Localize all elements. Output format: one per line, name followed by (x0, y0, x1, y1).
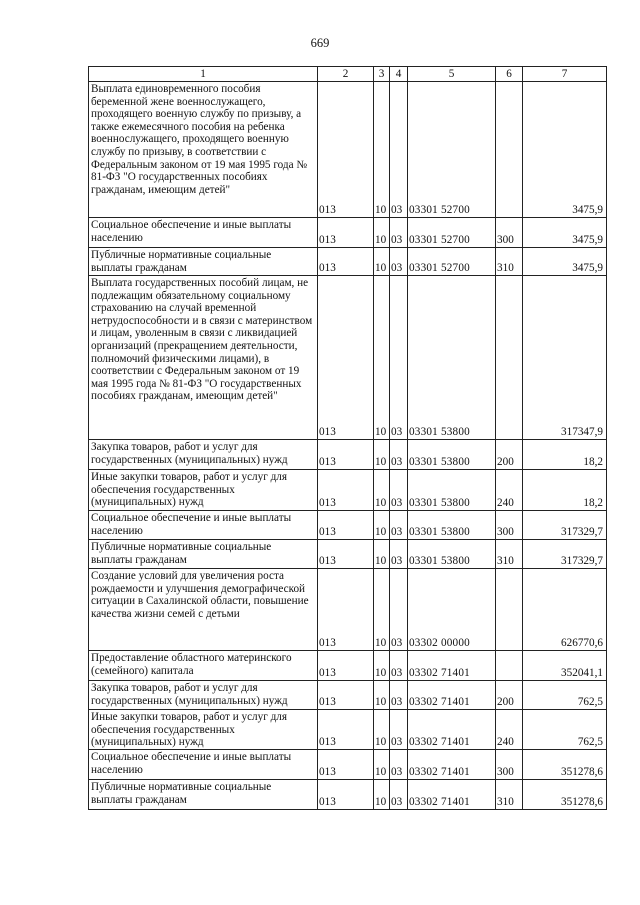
row-code-cell: 013 (318, 750, 374, 780)
row-amount-cell: 18,2 (523, 440, 607, 470)
table-row (89, 710, 607, 750)
row-target-article-cell: 03302 71401 (408, 710, 496, 750)
row-amount-cell: 762,5 (523, 710, 607, 750)
row-amount-cell: 351278,6 (523, 750, 607, 780)
row-name-cell: Социальное обеспечение и иные выплаты населению (89, 750, 318, 780)
row-expense-type-cell: 300 (496, 218, 523, 248)
row-code-cell: 013 (318, 440, 374, 470)
row-expense-type-cell (496, 82, 523, 218)
row-section-cell: 10 (374, 470, 390, 511)
column-header: 3 (374, 67, 390, 82)
table-row (89, 248, 607, 276)
row-subsection-cell: 03 (390, 651, 408, 681)
row-subsection-cell: 03 (390, 511, 408, 540)
row-name-cell: Выплата государственных пособий лицам, не подлежащим обязательному социальному страхованию на случай временной нетрудоспособности и в связи с материнством и лицам, уволенным в связи с ликвидацией организаций (прекращением деятельности, полномочий физическими лицами), в соответствии с Федеральным законом от 19 мая 1995 года № 81-ФЗ "О государственных пособиях гражданам, имеющим детей" (89, 276, 318, 440)
row-section-cell: 10 (374, 569, 390, 651)
row-name-cell: Публичные нормативные социальные выплаты гражданам (89, 540, 318, 569)
row-name-cell: Публичные нормативные социальные выплаты гражданам (89, 780, 318, 810)
table-row (89, 276, 607, 440)
column-header: 4 (390, 67, 408, 82)
row-section-cell: 10 (374, 82, 390, 218)
table-row (89, 651, 607, 681)
row-code-cell: 013 (318, 276, 374, 440)
row-amount-cell: 18,2 (523, 470, 607, 511)
row-code-cell: 013 (318, 710, 374, 750)
table-row (89, 780, 607, 810)
row-code-cell: 013 (318, 651, 374, 681)
table-row (89, 540, 607, 569)
row-section-cell: 10 (374, 681, 390, 710)
row-subsection-cell: 03 (390, 440, 408, 470)
row-name-cell: Иные закупки товаров, работ и услуг для обеспечения государственных (муниципальных) нужд (89, 470, 318, 511)
row-section-cell: 10 (374, 218, 390, 248)
row-subsection-cell: 03 (390, 540, 408, 569)
row-target-article-cell: 03301 52700 (408, 82, 496, 218)
page-number: 669 (310, 36, 330, 50)
table-body (89, 82, 607, 810)
row-name-cell: Выплата единовременного пособия беременной жене военнослужащего, проходящего военную службу по призыву, а также ежемесячного пособия на ребенка военнослужащего, проходящего военную службу по призыву, в соответствии с Федеральным законом от 19 мая 1995 года № 81-ФЗ "О государственных пособиях гражданам, имеющим детей" (89, 82, 318, 218)
row-target-article-cell: 03301 53800 (408, 540, 496, 569)
row-subsection-cell: 03 (390, 780, 408, 810)
budget-table (88, 66, 607, 810)
row-expense-type-cell: 300 (496, 750, 523, 780)
row-expense-type-cell: 300 (496, 511, 523, 540)
row-name-cell: Иные закупки товаров, работ и услуг для обеспечения государственных (муниципальных) нужд (89, 710, 318, 750)
table-row (89, 750, 607, 780)
row-target-article-cell: 03302 71401 (408, 780, 496, 810)
row-subsection-cell: 03 (390, 710, 408, 750)
row-expense-type-cell: 200 (496, 681, 523, 710)
table-row (89, 218, 607, 248)
row-amount-cell: 317347,9 (523, 276, 607, 440)
row-code-cell: 013 (318, 681, 374, 710)
row-subsection-cell: 03 (390, 276, 408, 440)
row-expense-type-cell (496, 651, 523, 681)
row-amount-cell: 3475,9 (523, 218, 607, 248)
row-code-cell: 013 (318, 218, 374, 248)
row-amount-cell: 352041,1 (523, 651, 607, 681)
row-expense-type-cell: 310 (496, 540, 523, 569)
row-subsection-cell: 03 (390, 681, 408, 710)
row-code-cell: 013 (318, 248, 374, 276)
row-amount-cell: 317329,7 (523, 540, 607, 569)
row-name-cell: Создание условий для увеличения роста рождаемости и улучшения демографической ситуации в Сахалинской области, повышение качества жизни семей с детьми (89, 569, 318, 651)
header-row (89, 67, 607, 82)
column-header: 7 (523, 67, 607, 82)
row-target-article-cell: 03301 53800 (408, 511, 496, 540)
table-row (89, 569, 607, 651)
row-expense-type-cell: 240 (496, 470, 523, 511)
row-subsection-cell: 03 (390, 569, 408, 651)
row-subsection-cell: 03 (390, 470, 408, 511)
row-code-cell: 013 (318, 470, 374, 511)
row-section-cell: 10 (374, 710, 390, 750)
row-amount-cell: 351278,6 (523, 780, 607, 810)
row-subsection-cell: 03 (390, 82, 408, 218)
row-name-cell: Закупка товаров, работ и услуг для государственных (муниципальных) нужд (89, 681, 318, 710)
row-name-cell: Предоставление областного материнского (семейного) капитала (89, 651, 318, 681)
row-target-article-cell: 03301 53800 (408, 470, 496, 511)
row-name-cell: Социальное обеспечение и иные выплаты населению (89, 511, 318, 540)
row-target-article-cell: 03301 52700 (408, 248, 496, 276)
row-name-cell: Публичные нормативные социальные выплаты гражданам (89, 248, 318, 276)
row-code-cell: 013 (318, 511, 374, 540)
row-subsection-cell: 03 (390, 218, 408, 248)
row-section-cell: 10 (374, 540, 390, 569)
row-name-cell: Социальное обеспечение и иные выплаты населению (89, 218, 318, 248)
row-name-cell: Закупка товаров, работ и услуг для государственных (муниципальных) нужд (89, 440, 318, 470)
row-target-article-cell: 03302 71401 (408, 651, 496, 681)
row-amount-cell: 626770,6 (523, 569, 607, 651)
table-row (89, 470, 607, 511)
column-header: 1 (89, 67, 318, 82)
row-section-cell: 10 (374, 780, 390, 810)
column-header: 5 (408, 67, 496, 82)
row-amount-cell: 3475,9 (523, 82, 607, 218)
row-section-cell: 10 (374, 440, 390, 470)
table-row (89, 511, 607, 540)
row-target-article-cell: 03301 53800 (408, 276, 496, 440)
row-expense-type-cell (496, 276, 523, 440)
row-amount-cell: 3475,9 (523, 248, 607, 276)
table-row (89, 681, 607, 710)
row-amount-cell: 317329,7 (523, 511, 607, 540)
row-expense-type-cell: 310 (496, 248, 523, 276)
row-target-article-cell: 03302 71401 (408, 681, 496, 710)
row-code-cell: 013 (318, 540, 374, 569)
row-target-article-cell: 03301 53800 (408, 440, 496, 470)
row-section-cell: 10 (374, 276, 390, 440)
column-header: 2 (318, 67, 374, 82)
table-row (89, 440, 607, 470)
row-expense-type-cell: 240 (496, 710, 523, 750)
row-code-cell: 013 (318, 82, 374, 218)
row-subsection-cell: 03 (390, 750, 408, 780)
row-section-cell: 10 (374, 248, 390, 276)
table-row (89, 82, 607, 218)
row-section-cell: 10 (374, 511, 390, 540)
row-expense-type-cell (496, 569, 523, 651)
row-expense-type-cell: 310 (496, 780, 523, 810)
column-header: 6 (496, 67, 523, 82)
row-code-cell: 013 (318, 569, 374, 651)
row-target-article-cell: 03302 00000 (408, 569, 496, 651)
row-section-cell: 10 (374, 750, 390, 780)
row-section-cell: 10 (374, 651, 390, 681)
row-amount-cell: 762,5 (523, 681, 607, 710)
row-target-article-cell: 03301 52700 (408, 218, 496, 248)
row-subsection-cell: 03 (390, 248, 408, 276)
row-code-cell: 013 (318, 780, 374, 810)
row-expense-type-cell: 200 (496, 440, 523, 470)
row-target-article-cell: 03302 71401 (408, 750, 496, 780)
